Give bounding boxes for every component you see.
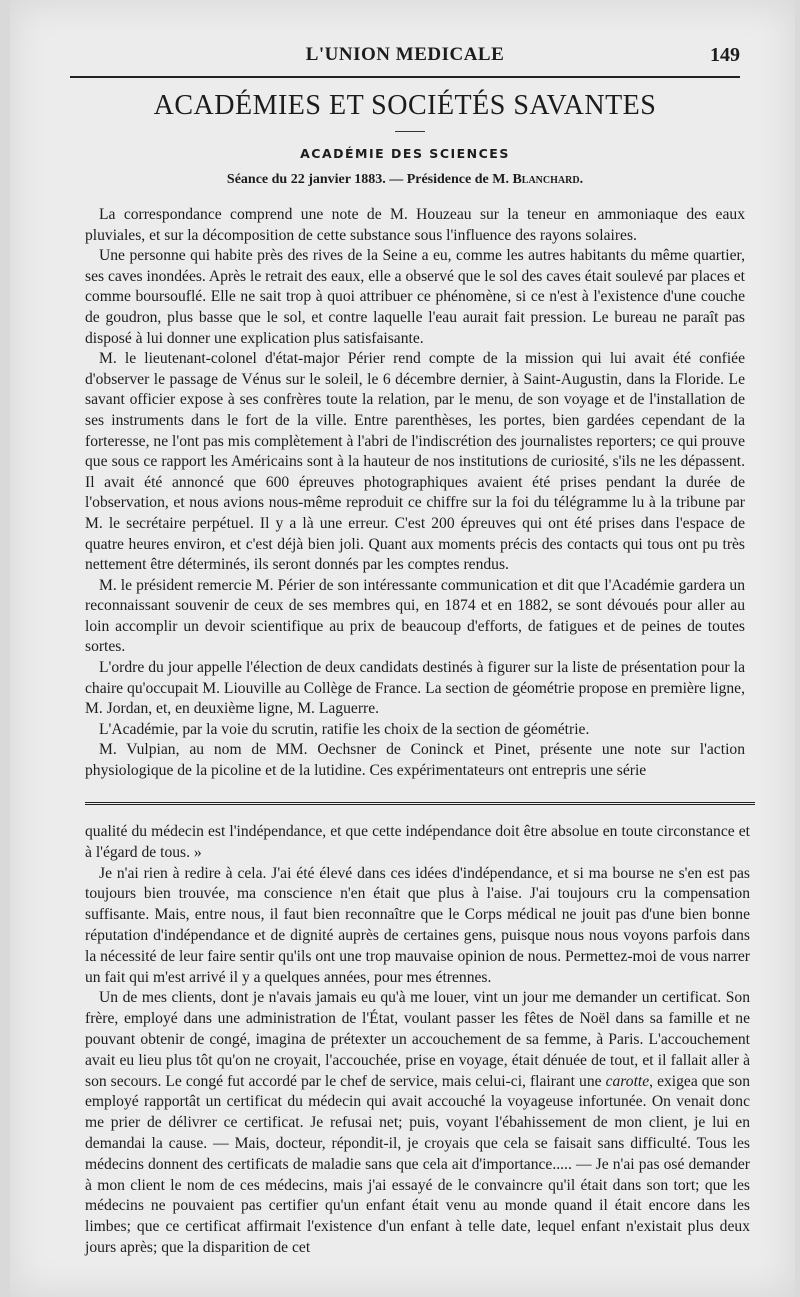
paragraph: L'ordre du jour appelle l'élection de deux candidats destinés à figurer sur la liste de présentation pour la chaire qu'occupait M. Liouville au Collège de France. La section de géométrie propose en première ligne, M. Jordan, et, en deuxième ligne, M. Laguerre. bbox=[85, 659, 745, 718]
session-prefix: Séance du 22 janvier 1883. — Présidence de M. bbox=[226, 172, 513, 187]
session-suffix: . bbox=[579, 172, 584, 187]
section-divider bbox=[395, 131, 425, 132]
feuilleton-divider bbox=[85, 802, 755, 805]
paragraph: La correspondance comprend une note de M. Houzeau sur la teneur en ammoniaque des eaux pluviales, et sur la décomposition de cette substance sous l'influence des rayons solaires. bbox=[85, 206, 745, 244]
subsection-title: ACADÉMIE DES SCIENCES bbox=[300, 146, 510, 161]
page-number: 149 bbox=[710, 44, 740, 66]
running-head bbox=[70, 44, 740, 70]
paragraph: M. Vulpian, au nom de MM. Oechsner de Coninck et Pinet, présente une note sur l'action physiologique de la picoline et de la lutidine. Ces expérimentateurs ont entrepris une série bbox=[85, 741, 745, 780]
article-body bbox=[85, 205, 745, 782]
feuilleton-body bbox=[85, 822, 750, 1259]
italic-word: carotte bbox=[605, 1072, 650, 1090]
paragraph: L'Académie, par la voie du scrutin, ratifie les choix de la section de géométrie. bbox=[99, 720, 590, 738]
paragraph: M. le président remercie M. Périer de son intéressante communication et dit que l'Académie gardera un reconnaissant souvenir de ceux de ses membres qui, en 1874 et en 1882, se sont dévoués pour aller au loin accomplir un devoir scientifique au prix de beaucoup d'efforts, de fatigues et de peines de toutes sortes. bbox=[85, 576, 745, 656]
section-title: ACADÉMIES ET SOCIÉTÉS SAVANTES bbox=[153, 90, 657, 121]
journal-page bbox=[10, 0, 795, 1297]
session-president: Blanchard bbox=[512, 172, 580, 187]
paragraph: Je n'ai rien à redire à cela. J'ai été élevé dans ces idées d'indépendance, et si ma bourse ne s'en est pas toujours bien trouvée, ma conscience n'en était que plus à l'aise. J'ai toujours cru la compensation suffisante. Mais, entre nous, il faut bien reconnaître que le Corps médical ne jouit pas d'une bien bonne réputation d'indépendance et de dignité auprès de certaines gens, puisque nous nous voyons parfois dans la nécessité de leur faire sentir qu'ils ont une trop mauvaise opinion de nous. Permettez-moi de vous narrer un fait qui m'est arrivé il y a quelques années, pour mes étrennes. bbox=[85, 864, 750, 986]
paragraph bbox=[85, 988, 750, 1258]
paragraph: Une personne qui habite près des rives de la Seine a eu, comme les autres habitants du même quartier, ses caves inondées. Après le retrait des eaux, elle a observé que le sol des caves était soulevé par places et comme boursouflé. Elle ne sait trop à quoi attribuer ce phénomène, si ce n'est à l'existence d'une couche de goudron, plus basse que le sol, et contre laquelle l'eau aurait fait pression. Le bureau ne paraît pas disposé à lui donner une explication plus satisfaisante. bbox=[85, 247, 745, 347]
session-line bbox=[70, 172, 740, 188]
paragraph-continuation: qualité du médecin est l'indépendance, et que cette indépendance doit être absolue en toute circonstance et à l'égard de tous. » bbox=[85, 823, 750, 861]
paragraph: M. le lieutenant-colonel d'état-major Périer rend compte de la mission qui lui avait été confiée d'observer le passage de Vénus sur le soleil, le 6 décembre dernier, à Saint-Augustin, dans la Floride. Le savant officier expose à ses confrères toute la relation, par le menu, de son voyage et de l'installation de ses instruments dans le fort de la ville. Entre parenthèses, les portes, bien gardées cependant de la forteresse, ne l'ont pas mis complètement à l'abri de l'indiscrétion des journalistes reporters; ce qui prouve que sous ce rapport les Américains sont à la hauteur de nos institutions de curiosité, s'ils ne les dépassent. Il avait été annoncé que 600 épreuves photographiques avaient été prises pendant la durée de l'observation, et nous avions nous-même reproduit ce chiffre sur la foi du télégramme lu à la tribune par M. le secrétaire perpétuel. Il y a là une erreur. C'est 200 épreuves qui ont été prises dans l'espace de quatre heures environ, et c'est déjà bien joli. Quant aux moments précis des contacts qui tous ont pu très nettement être déterminés, ils seront donnés par les comptes rendus. bbox=[85, 350, 745, 574]
running-title: L'UNION MEDICALE bbox=[305, 44, 505, 65]
header-rule bbox=[70, 76, 740, 78]
text-run: Un de mes clients, dont je n'avais jamais eu qu'à me louer, vint un jour me demander un certificat. Son frère, employé dans une administration de l'État, voulant passer les fêtes de Noël dans sa famille et ne pouvant obtenir de congé, imagina de prétexter un accouchement de sa femme, à Paris. L'accouchement avait eu lieu plus tôt qu'on ne croyait, l'accouchée, prise en voyage, était dénuée de tout, et il fallait aller à son secours. Le congé fut accordé par le chef de service, mais celui-ci, flairant une bbox=[85, 989, 750, 1090]
text-run: , exigea que son employé rapportât un certificat du médecin qui avait accouché la voyageuse infortunée. On venait donc me prier de délivrer ce certificat. Je refusai net; puis, voyant l'ébahissement de mon client, je lui en demandai la cause. — Mais, docteur, répondit-il, je croyais que cela se faisait sans difficulté. Tous les médecins donnent des certificats de maladie sans que cela ait d'importance..... — Je n'ai pas osé demander à mon client le nom de ces médecins, mais j'ai essayé de le convaincre qu'il était dans son tort; que les médecins ne pouvaient pas certifier qu'un enfant était venu au monde quand il était encore dans les limbes; que ce certificat affirmait l'existence d'un enfant à telle date, lequel enfant n'existait plus deux jours après; que la disparition de cet bbox=[85, 1072, 750, 1256]
